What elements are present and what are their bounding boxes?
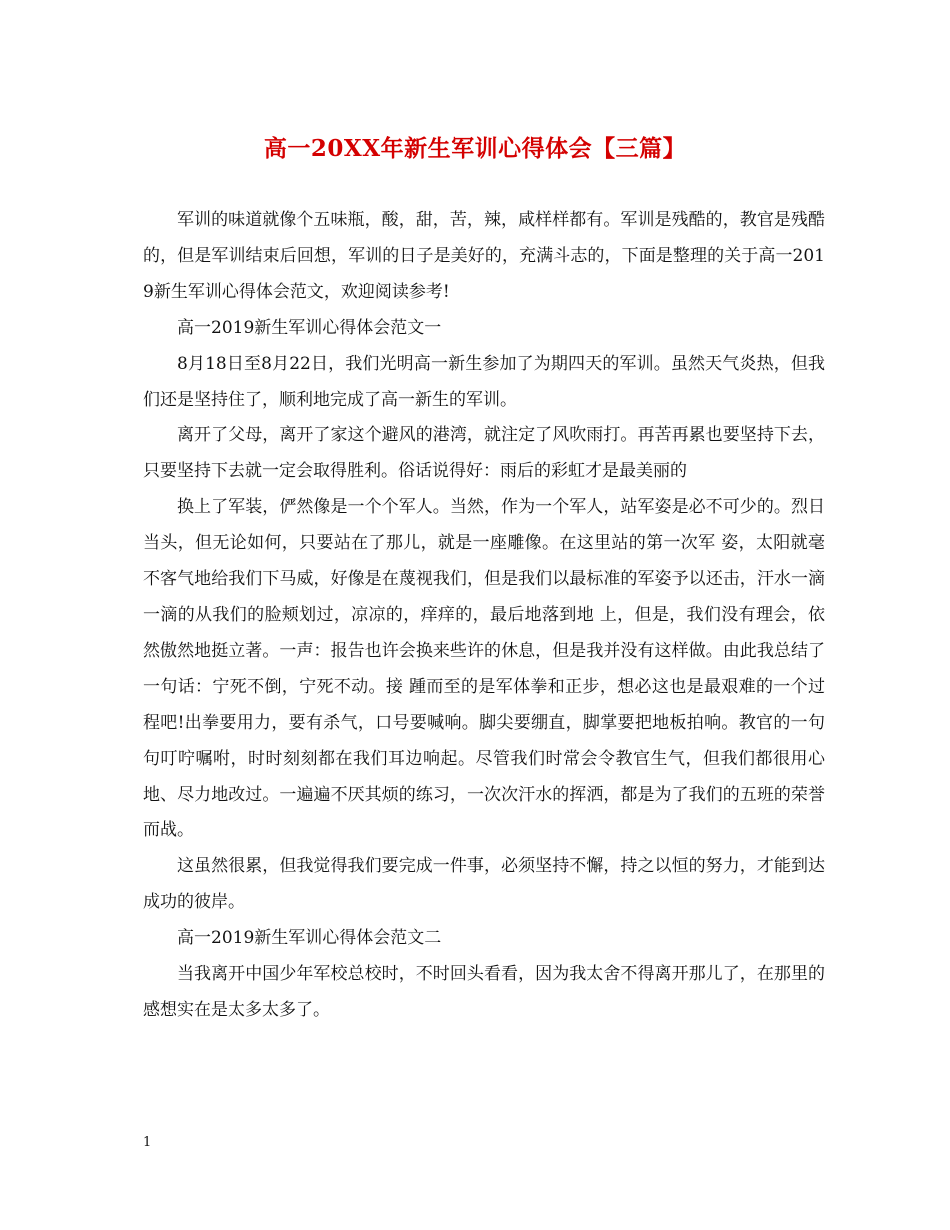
intro-paragraph: 军训的味道就像个五味瓶，酸，甜，苦，辣，咸样样都有。军训是残酷的，教官是残酷的，但是军训结束后回想，军训的日子是美好的，充满斗志的，下面是整理的关于高一2019新生军训心得体会范文，欢迎阅读参考! <box>143 210 825 302</box>
body-paragraph: 这虽然很累，但我觉得我们要完成一件事，必须坚持不懈，持之以恒的努力，才能到达成功的彼岸。 <box>143 856 825 913</box>
body-paragraph: 离开了父母，离开了家这个避风的港湾，就注定了风吹雨打。再苦再累也要坚持下去，只要坚持下去就一定会取得胜利。俗话说得好：雨后的彩虹才是最美丽的 <box>143 425 825 482</box>
page-number: 1 <box>143 1135 152 1150</box>
body-paragraph: 当我离开中国少年军校总校时，不时回头看看，因为我太舍不得离开那儿了，在那里的感想实在是太多太多了。 <box>143 964 825 1020</box>
body-paragraph: 换上了军装，俨然像是一个个军人。当然，作为一个军人，站军姿是必不可少的。烈日当头，但无论如何，只要站在了那儿，就是一座雕像。在这里站的第一次军 姿，太阳就毫不客气地给我们下马威，好像是在蔑视我们，但是我们以最标准的军姿予以还击，汗水一滴一滴的从我们的脸颊划过，凉凉的，痒痒的，最后地落到地 上，但是，我们没有理会，依然傲然地挺立著。一声：报告也许会换来些许的休息，但是我并没有这样做。由此我总结了一句话：宁死不倒，宁死不动。接 踵而至的是军体拳和正步，想必这也是最艰难的一个过程吧!出拳要用力，要有杀气，口号要喊响。脚尖要绷直，脚掌要把地板拍响。教官的一句句叮咛嘱咐，时时刻刻都在我们耳边响起。尽管我们时常会令教官生气，但我们都很用心地、尽力地改过。一遍遍不厌其烦的练习，一次次汗水的挥洒，都是为了我们的五班的荣誉而战。 <box>143 497 825 841</box>
document-title: 高一20XX年新生军训心得体会【三篇】 <box>263 135 687 162</box>
section-heading-two: 高一2019新生军训心得体会范文二 <box>177 928 442 949</box>
document-body <box>143 203 825 1029</box>
body-paragraph: 8月18日至8月22日，我们光明高一新生参加了为期四天的军训。虽然天气炎热，但我们还是坚持住了，顺利地完成了高一新生的军训。 <box>143 353 825 410</box>
section-heading-one: 高一2019新生军训心得体会范文一 <box>177 317 442 338</box>
